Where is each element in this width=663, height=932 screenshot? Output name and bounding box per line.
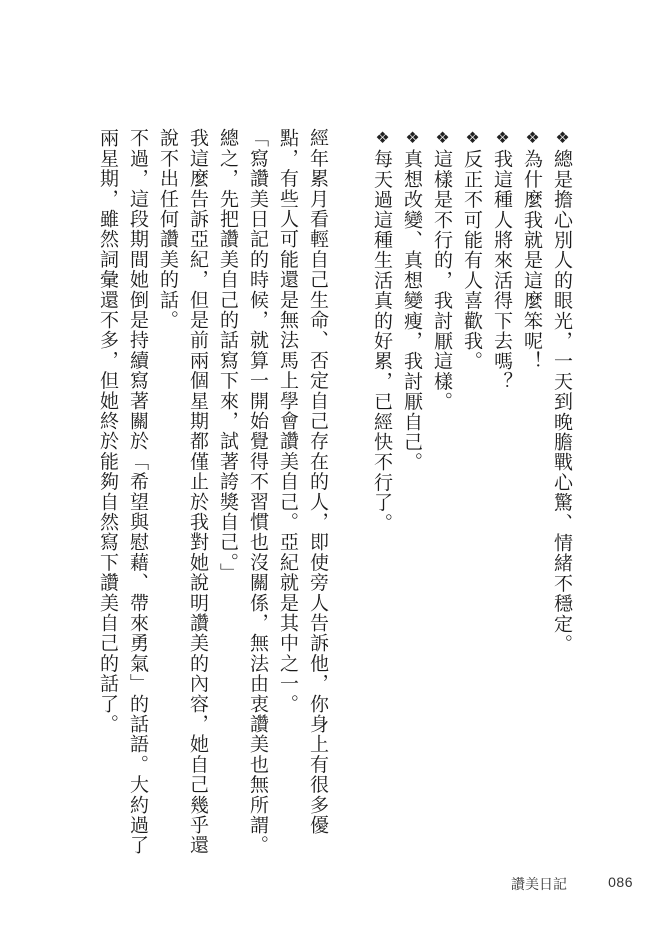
bullet-item	[427, 128, 457, 818]
running-title: 讚美日記	[511, 876, 567, 892]
bullet-text: 真想改變、真想變瘦，我討厭自己。	[401, 149, 423, 473]
bullet-item	[457, 128, 487, 818]
bullet-item	[397, 128, 427, 818]
bullet-text: 為什麼我就是這麼笨呢！	[521, 149, 543, 372]
diamond-dots-icon: ❖	[373, 128, 392, 147]
paragraph-line: 不過，這段期間她倒是持續寫著關於「希望與慰藉、帶來勇氣」的話語。大約過了	[127, 128, 149, 856]
diamond-dots-icon: ❖	[463, 128, 482, 147]
paragraph-line: 兩星期，雖然詞彙還不多，但她終於能夠自然寫下讚美自己的話了。	[97, 128, 119, 734]
diamond-dots-icon: ❖	[403, 128, 422, 147]
diamond-dots-icon: ❖	[493, 128, 512, 147]
paragraph-line: 經年累月看輕自己生命、否定自己存在的人，即使旁人告訴他，你身上有很多優	[307, 128, 329, 835]
paragraph-line: 我這麼告訴亞紀，但是前兩個星期都僅止於我對她說明讚美的內容，她自己幾乎還	[187, 128, 209, 856]
paragraph-line: 說不出任何讚美的話。	[157, 128, 179, 330]
section-gap	[333, 128, 367, 818]
bullet-item	[517, 128, 547, 818]
bullet-item	[487, 128, 517, 818]
page-number: 086	[608, 874, 633, 890]
diamond-dots-icon: ❖	[523, 128, 542, 147]
bullet-text: 總是擔心別人的眼光，一天到晚膽戰心驚、情緒不穩定。	[551, 149, 573, 654]
vertical-text-block	[93, 128, 577, 856]
paragraph-line: 總之，先把讚美自己的話寫下來，試著誇獎自己。」	[217, 128, 239, 584]
page-footer	[0, 874, 663, 898]
bullet-item	[547, 128, 577, 818]
diamond-dots-icon: ❖	[433, 128, 452, 147]
bullet-text: 反正不可能有人喜歡我。	[461, 149, 483, 372]
diamond-dots-icon: ❖	[553, 128, 572, 147]
paragraph-line: 點，有些人可能還是無法馬上學會讚美自己。亞紀就是其中之一。	[277, 128, 299, 714]
paragraph-line: 「寫讚美日記的時候，就算一開始覺得不習慣也沒關係，無法由衷讚美也無所謂。	[247, 128, 269, 856]
bullet-text: 每天過這種生活真的好累，已經快不行了。	[371, 149, 393, 533]
bullet-text: 我這種人將來活得下去嗎？	[491, 149, 513, 392]
bullet-item	[367, 128, 397, 818]
bullet-text: 這樣是不行的，我討厭這樣。	[431, 149, 453, 412]
